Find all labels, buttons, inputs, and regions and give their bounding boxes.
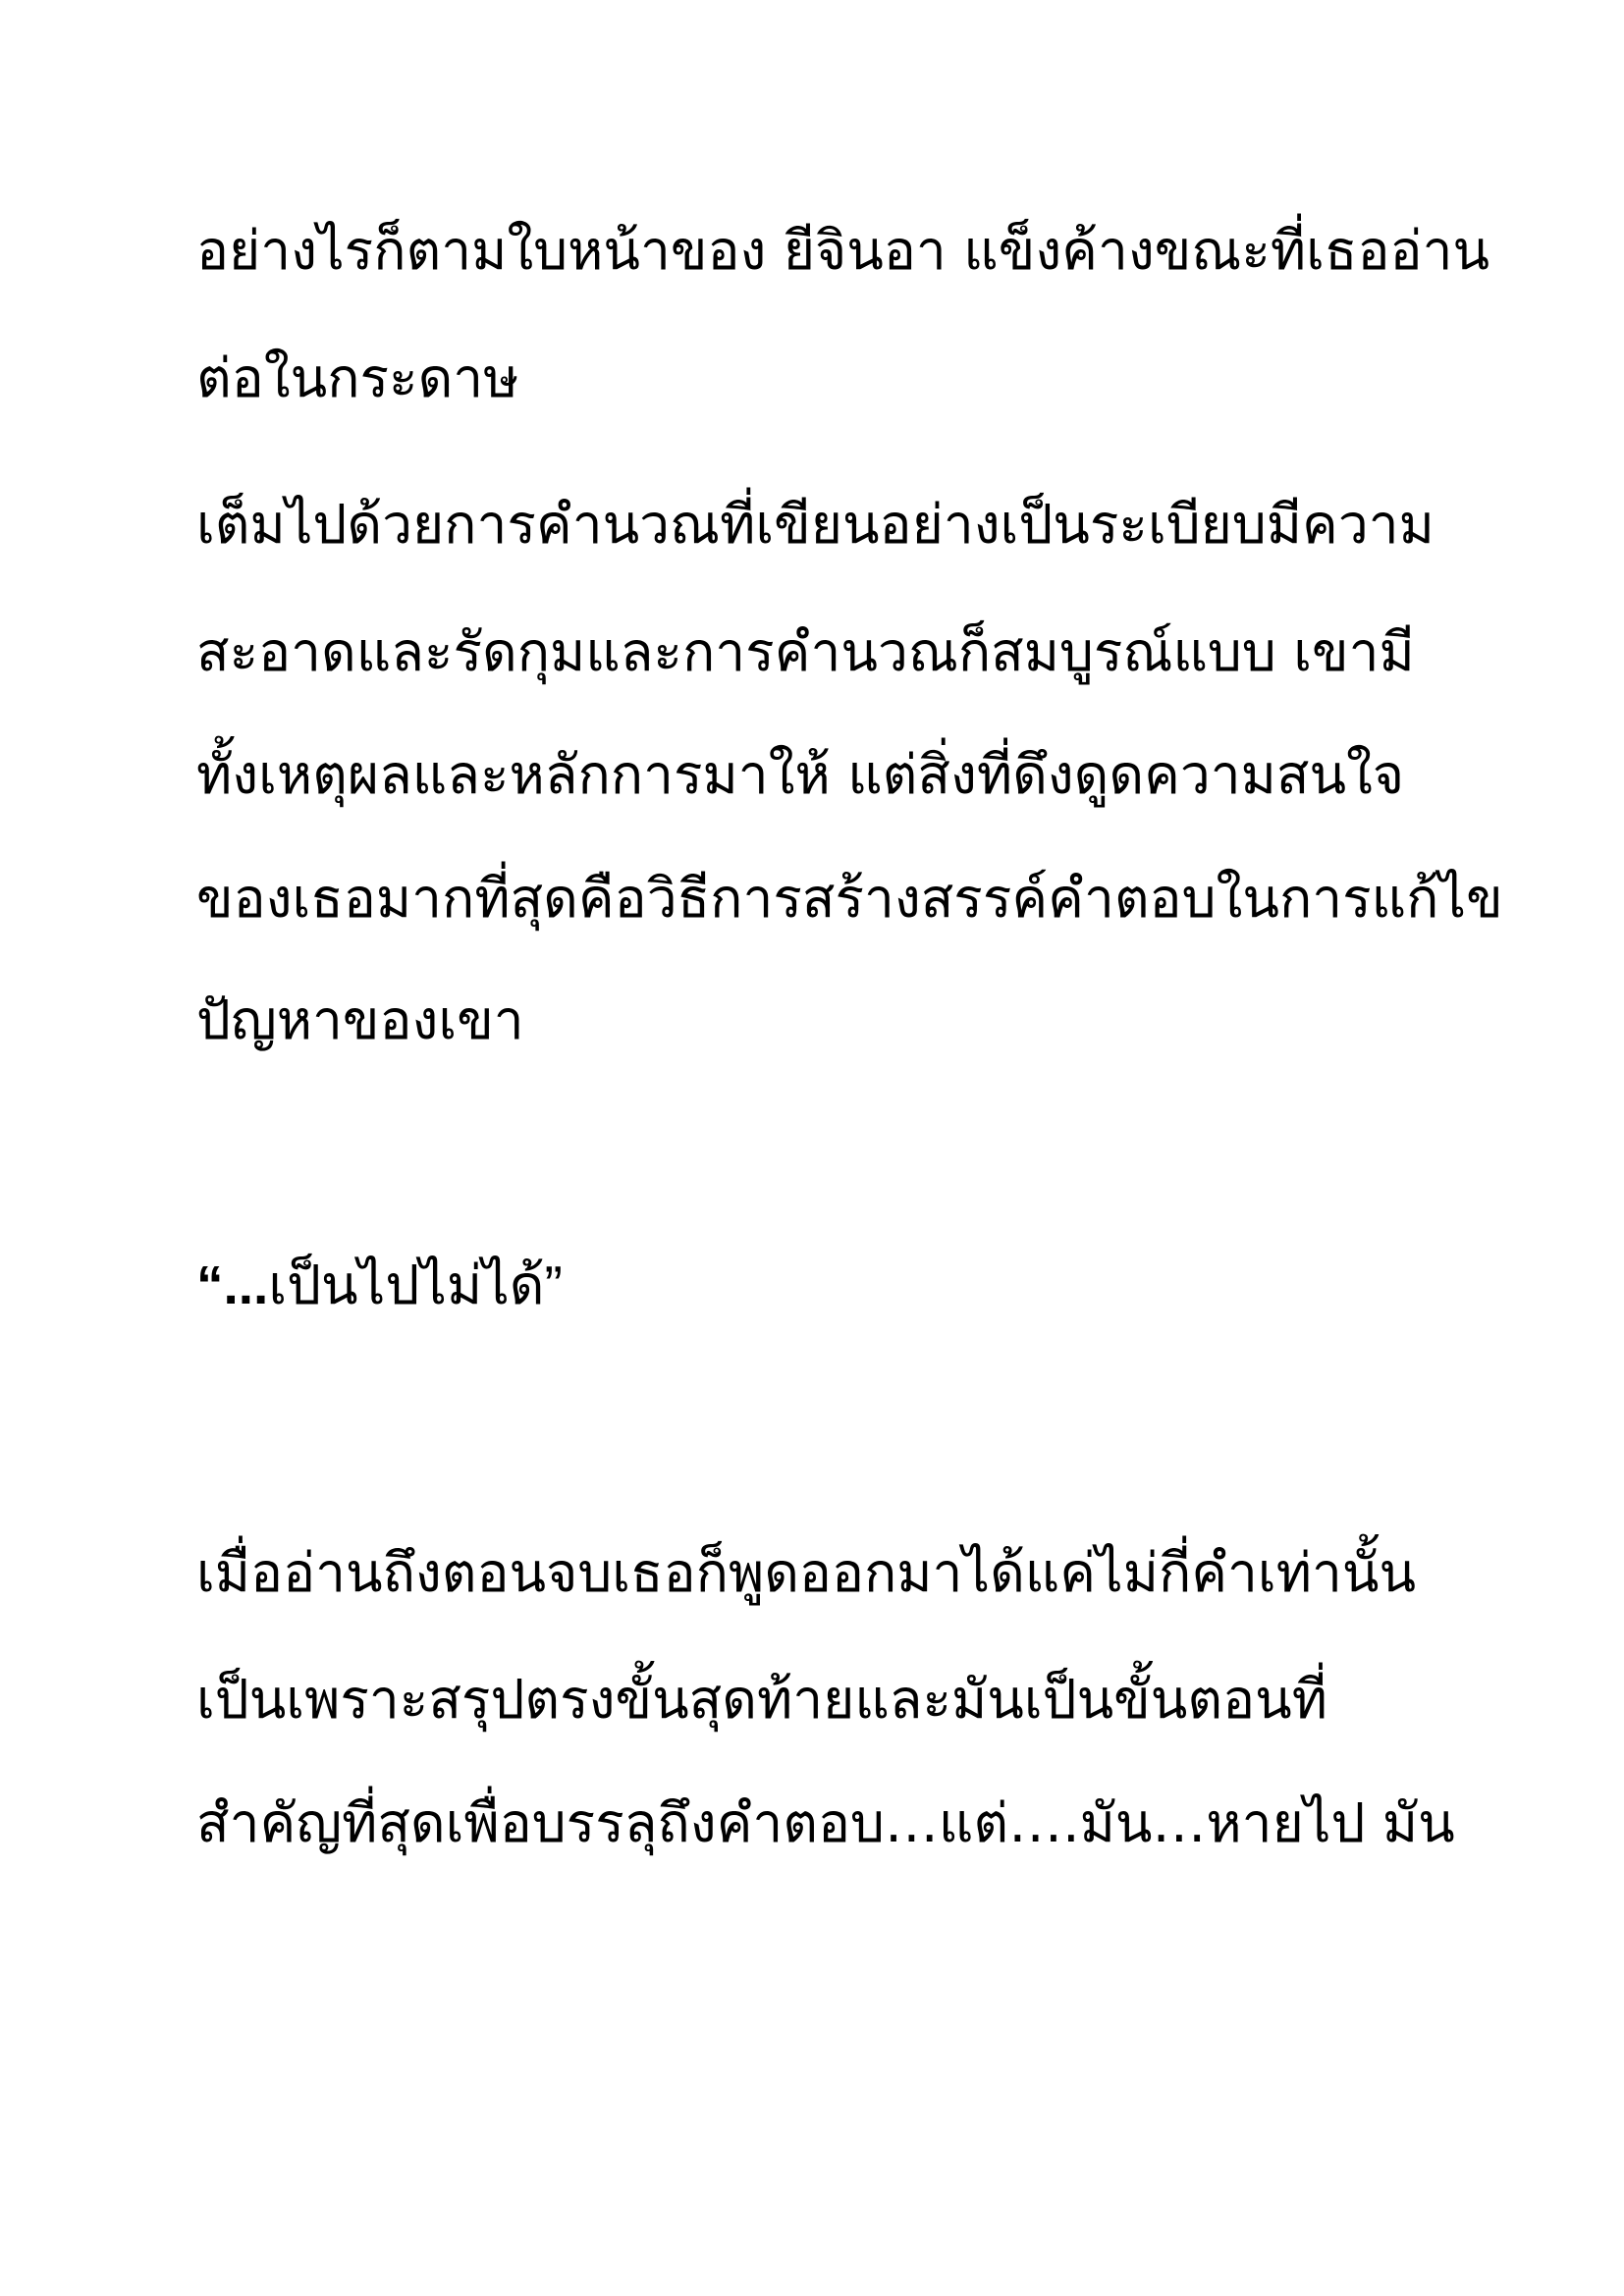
paragraph-4-line-1: เมื่ออ่านถึงตอนจบเธอก็พูดออกมาได้แค่ไม่กี่คำเท่านั้น (196, 1541, 1417, 1604)
dialogue-line (196, 1255, 563, 1315)
dialogue-text: เป็นไปไม่ได้ (268, 1255, 545, 1315)
paragraph-4-line-3: สำคัญที่สุดเพื่อบรรลุถึงคำตอบ…แต่….มัน…หายไป มัน (196, 1791, 1455, 1854)
paragraph-1-line-2: ต่อในกระดาษ (196, 347, 519, 409)
paragraph-1-line-1: อย่างไรก็ตามใบหน้าของ ยีจินอา แข็งค้างขณะที่เธออ่าน (196, 219, 1490, 282)
paragraph-2-line-2: สะอาดและรัดกุมและการคำนวณก็สมบูรณ์แบบ เขามี (196, 620, 1415, 683)
paragraph-2-line-1: เต็มไปด้วยการคำนวณที่เขียนอย่างเป็นระเบียบมีความ (196, 493, 1435, 556)
open-quote: “ (196, 1255, 224, 1315)
close-quote: ” (544, 1255, 563, 1315)
paragraph-2-line-3: ทั้งเหตุผลและหลักการมาให้ แต่สิ่งที่ดึงดูดความสนใจ (196, 743, 1405, 806)
paragraph-2-line-5: ปัญหาของเขา (196, 988, 524, 1051)
dialogue-ellipsis: ... (223, 1255, 269, 1315)
paragraph-4-line-2: เป็นเพราะสรุปตรงขั้นสุดท้ายและมันเป็นขั้นตอนที่ (196, 1668, 1327, 1731)
paragraph-2-line-4: ของเธอมากที่สุดคือวิธีการสร้างสรรค์คำตอบในการแก้ไข (196, 867, 1503, 930)
